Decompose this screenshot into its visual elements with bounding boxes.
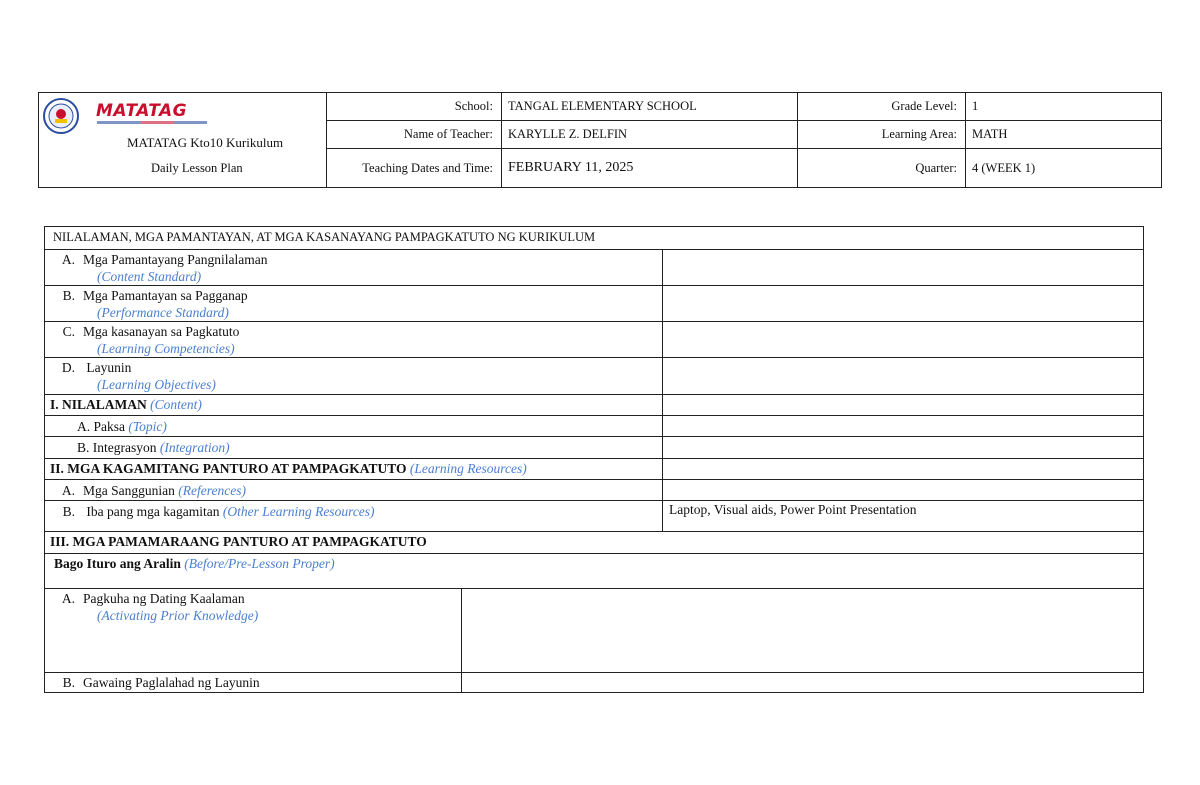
before-lesson-en: (Before/Pre-Lesson Proper) bbox=[184, 556, 335, 571]
row-label bbox=[45, 437, 663, 458]
grade-label: Grade Level: bbox=[798, 93, 966, 120]
row-label bbox=[45, 395, 663, 415]
integration-value[interactable] bbox=[663, 437, 1143, 458]
row-label bbox=[45, 589, 462, 672]
row-label bbox=[45, 358, 663, 394]
table-row bbox=[45, 532, 1143, 554]
row-letter: B. bbox=[62, 504, 75, 519]
header-fields bbox=[327, 93, 1161, 187]
teacher-value[interactable]: KARYLLE Z. DELFIN bbox=[501, 121, 798, 148]
row-label bbox=[45, 250, 663, 285]
learning-area-value[interactable]: MATH bbox=[972, 127, 1008, 141]
curriculum-heading: NILALAMAN, MGA PAMANTAYAN, AT MGA KASANAYANG PAMPAGKATUTO NG KURIKULUM bbox=[53, 230, 596, 244]
topic-en: (Topic) bbox=[128, 419, 167, 434]
table-row bbox=[45, 395, 1143, 416]
row-label bbox=[45, 459, 663, 479]
table-row bbox=[45, 358, 1143, 395]
row-letter: C. bbox=[62, 324, 75, 339]
table-row bbox=[45, 589, 1143, 673]
row-label bbox=[45, 673, 462, 692]
references-label: Mga Sanggunian bbox=[83, 483, 175, 498]
topic-value[interactable] bbox=[663, 416, 1143, 436]
before-lesson-label: Bago Ituro ang Aralin bbox=[54, 556, 181, 571]
integration-en: (Integration) bbox=[159, 440, 230, 455]
content-standard-sub: (Content Standard) bbox=[97, 269, 202, 284]
other-resources-label: Iba pang mga kagamitan bbox=[83, 504, 220, 519]
school-label: School: bbox=[454, 99, 493, 113]
performance-standard-value[interactable] bbox=[663, 286, 1143, 321]
teacher-label: Name of Teacher: bbox=[403, 127, 493, 141]
procedures-heading: III. MGA PAMAMARAANG PANTURO AT PAMPAGKATUTO bbox=[50, 534, 427, 549]
logo-tagline-bar bbox=[97, 121, 207, 124]
logo-cell bbox=[39, 93, 327, 187]
content-heading: I. NILALAMAN bbox=[50, 397, 147, 412]
prior-knowledge-label: Pagkuha ng Dating Kaalaman bbox=[83, 591, 245, 606]
resources-heading-en: (Learning Resources) bbox=[409, 461, 527, 476]
quarter-label: Quarter: bbox=[798, 149, 966, 187]
row-letter: A. bbox=[61, 483, 75, 498]
table-row bbox=[45, 459, 1143, 480]
row-label bbox=[45, 286, 663, 321]
table-row bbox=[45, 437, 1143, 459]
document-type: Daily Lesson Plan bbox=[151, 161, 243, 175]
row-letter: A. bbox=[61, 252, 75, 267]
row-letter: A. bbox=[61, 591, 75, 606]
quarter-value[interactable]: 4 (WEEK 1) bbox=[972, 160, 1036, 175]
school-value[interactable]: TANGAL ELEMENTARY SCHOOL bbox=[501, 93, 798, 120]
row-letter: B. bbox=[62, 288, 75, 303]
matatag-logo: MATATAG bbox=[96, 101, 188, 121]
row-label bbox=[45, 480, 663, 500]
table-row bbox=[45, 227, 1143, 250]
table-row bbox=[45, 673, 1143, 692]
table-row bbox=[45, 480, 1143, 501]
header-row bbox=[327, 121, 1161, 149]
learning-objectives-value[interactable] bbox=[663, 358, 1143, 394]
lesson-plan-table bbox=[44, 226, 1144, 693]
row-label bbox=[45, 501, 663, 531]
row-letter: D. bbox=[61, 360, 75, 375]
references-value[interactable] bbox=[663, 480, 1143, 500]
before-lesson-row bbox=[45, 554, 1143, 573]
row-label bbox=[45, 322, 663, 357]
dates-value[interactable]: FEBRUARY 11, 2025 bbox=[501, 149, 798, 187]
header-row bbox=[327, 93, 1161, 121]
table-row bbox=[45, 322, 1143, 358]
performance-standard-sub: (Performance Standard) bbox=[97, 305, 229, 320]
other-resources-value[interactable]: Laptop, Visual aids, Power Point Presentation bbox=[669, 502, 917, 517]
integration-label: B. Integrasyon bbox=[77, 440, 157, 455]
table-row bbox=[45, 250, 1143, 286]
header-row bbox=[327, 149, 1161, 187]
learning-competencies-sub: (Learning Competencies) bbox=[97, 341, 235, 356]
prior-knowledge-value[interactable] bbox=[462, 589, 1143, 672]
content-heading-value[interactable] bbox=[663, 395, 1143, 415]
content-heading-en: (Content) bbox=[150, 397, 202, 412]
row-letter: B. bbox=[62, 675, 75, 690]
references-en: (References) bbox=[178, 483, 246, 498]
content-standard-label: Mga Pamantayang Pangnilalaman bbox=[83, 252, 268, 267]
content-standard-value[interactable] bbox=[663, 250, 1143, 285]
grade-value[interactable]: 1 bbox=[972, 99, 979, 113]
table-row bbox=[45, 501, 1143, 532]
table-row bbox=[45, 554, 1143, 589]
table-row bbox=[45, 416, 1143, 437]
resources-heading-value[interactable] bbox=[663, 459, 1143, 479]
learning-competencies-value[interactable] bbox=[663, 322, 1143, 357]
lesson-goal-value[interactable] bbox=[462, 673, 1143, 692]
header-table bbox=[38, 92, 1162, 188]
performance-standard-label: Mga Pamantayan sa Pagganap bbox=[83, 288, 248, 303]
table-row bbox=[45, 286, 1143, 322]
other-resources-en: (Other Learning Resources) bbox=[222, 504, 375, 519]
prior-knowledge-sub: (Activating Prior Knowledge) bbox=[97, 608, 259, 623]
lesson-goal-label: Gawaing Paglalahad ng Layunin bbox=[83, 675, 260, 690]
learning-objectives-sub: (Learning Objectives) bbox=[97, 377, 216, 392]
topic-label: A. Paksa bbox=[77, 419, 125, 434]
deped-seal-icon bbox=[43, 98, 79, 134]
curriculum-name: MATATAG Kto10 Kurikulum bbox=[127, 135, 284, 150]
resources-heading: II. MGA KAGAMITANG PANTURO AT PAMPAGKATUTO bbox=[50, 461, 407, 476]
learning-objectives-label: Layunin bbox=[83, 360, 132, 375]
row-label bbox=[45, 416, 663, 436]
dates-label: Teaching Dates and Time: bbox=[362, 160, 493, 175]
learning-area-label: Learning Area: bbox=[798, 121, 966, 148]
learning-competencies-label: Mga kasanayan sa Pagkatuto bbox=[83, 324, 240, 339]
